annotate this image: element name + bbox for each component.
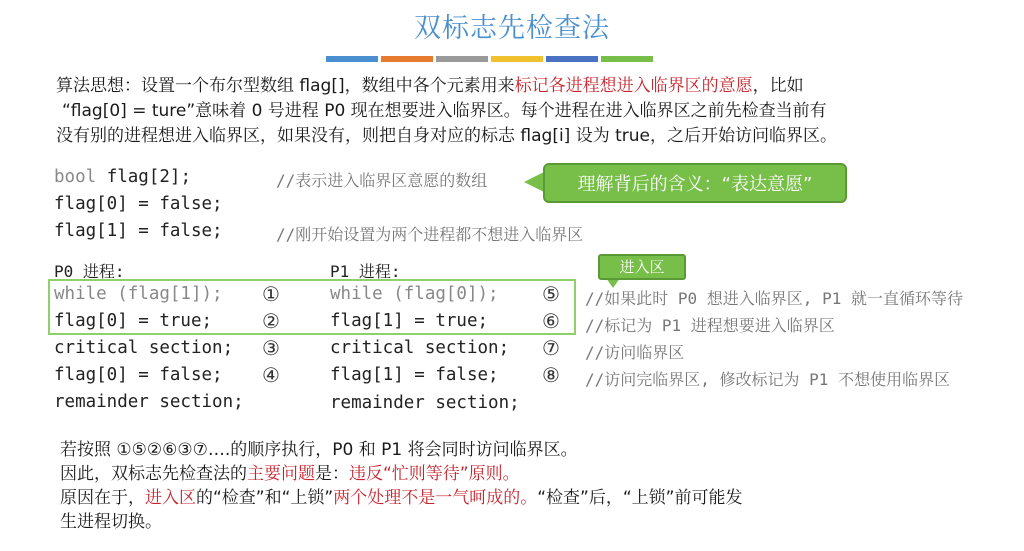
conclusion-line-1: 若按照 ①⑤②⑥③⑦….的顺序执行，P0 和 P1 将会同时访问临界区。 bbox=[60, 440, 578, 460]
step-number: ⑥ bbox=[542, 309, 560, 333]
conclusion-text: 原因在于， bbox=[60, 488, 145, 508]
idea-highlight: 标记各进程想进入临界区的意愿 bbox=[514, 76, 753, 96]
idea-line-2: “flag[0] = ture”意味着 0 号进程 P0 现在想要进入临界区。每个进程在进入临界区之前先检查当前有 bbox=[62, 101, 827, 121]
comment-line-2: //标记为 P1 进程想要进入临界区 bbox=[585, 316, 835, 335]
decl-line-3: flag[1] = false; bbox=[54, 221, 223, 241]
step-number: ④ bbox=[262, 363, 280, 387]
bool-keyword: bool bbox=[54, 167, 97, 187]
p1-line-5: remainder section; bbox=[330, 393, 520, 413]
idea-text: ，比如 bbox=[752, 76, 804, 96]
decl-comment-3: //刚开始设置为两个进程都不想进入临界区 bbox=[276, 225, 584, 244]
color-bar-6 bbox=[601, 56, 653, 62]
entry-section-tag: 进入区 bbox=[598, 254, 686, 280]
conclusion-line-2 bbox=[60, 462, 520, 486]
callout-pointer bbox=[524, 172, 544, 192]
comment-line-1: //如果此时 P0 想进入临界区, P1 就一直循环等待 bbox=[585, 289, 963, 308]
conclusion-text: 是： bbox=[315, 464, 349, 484]
p1-line-4: flag[1] = false; bbox=[330, 365, 499, 385]
step-number: ⑤ bbox=[542, 282, 560, 306]
idea-line-1 bbox=[56, 74, 986, 99]
p0-line-1: while (flag[1]); bbox=[54, 284, 223, 304]
step-number: ⑦ bbox=[542, 336, 560, 360]
p1-title: P1 进程: bbox=[330, 262, 401, 281]
callout-bubble: 理解背后的含义：“表达意愿” bbox=[543, 163, 847, 203]
conclusion-text: 的“检查”和“上锁” bbox=[196, 488, 334, 508]
conclusion-highlight: 主要问题 bbox=[247, 464, 315, 484]
conclusion-text: 因此，双标志先检查法的 bbox=[60, 464, 247, 484]
p1-line-1: while (flag[0]); bbox=[330, 284, 499, 304]
step-number: ⑧ bbox=[542, 363, 560, 387]
p0-title: P0 进程: bbox=[54, 262, 125, 281]
p0-line-3: critical section; bbox=[54, 338, 234, 358]
color-bar-4 bbox=[491, 56, 543, 62]
comment-line-4: //访问完临界区, 修改标记为 P1 不想使用临界区 bbox=[585, 370, 951, 389]
p0-line-4: flag[0] = false; bbox=[54, 365, 223, 385]
conclusion-line-3 bbox=[60, 486, 742, 510]
p1-line-3: critical section; bbox=[330, 338, 510, 358]
p0-line-5: remainder section; bbox=[54, 392, 244, 412]
idea-text: 算法思想：设置一个布尔型数组 flag[]，数组中各个元素用来 bbox=[56, 76, 515, 96]
conclusion-highlight: 两个处理不是一气呵成的。 bbox=[333, 488, 538, 508]
decl-text: flag[2]; bbox=[96, 167, 191, 187]
color-bar-2 bbox=[381, 56, 433, 62]
conclusion-highlight: 违反“忙则等待”原则。 bbox=[349, 464, 520, 484]
decl-line-1 bbox=[54, 167, 191, 187]
color-bar-1 bbox=[326, 56, 378, 62]
step-number: ③ bbox=[262, 336, 280, 360]
decl-line-2: flag[0] = false; bbox=[54, 194, 223, 214]
idea-line-3: 没有别的进程想进入临界区，如果没有，则把自身对应的标志 flag[i] 设为 true，之后开始访问临界区。 bbox=[56, 126, 838, 146]
color-bar-5 bbox=[546, 56, 598, 62]
p0-line-2: flag[0] = true; bbox=[54, 311, 213, 331]
decl-comment-1: //表示进入临界区意愿的数组 bbox=[276, 171, 488, 190]
page-title: 双标志先检查法 bbox=[414, 13, 610, 44]
color-bar-3 bbox=[436, 56, 488, 62]
conclusion-highlight: 进入区 bbox=[145, 488, 196, 508]
step-number: ② bbox=[262, 309, 280, 333]
comment-line-3: //访问临界区 bbox=[585, 343, 685, 362]
p1-line-2: flag[1] = true; bbox=[330, 311, 489, 331]
step-number: ① bbox=[262, 282, 280, 306]
conclusion-text: “检查”后，“上锁”前可能发 bbox=[537, 488, 743, 508]
conclusion-line-4: 生进程切换。 bbox=[60, 512, 162, 532]
